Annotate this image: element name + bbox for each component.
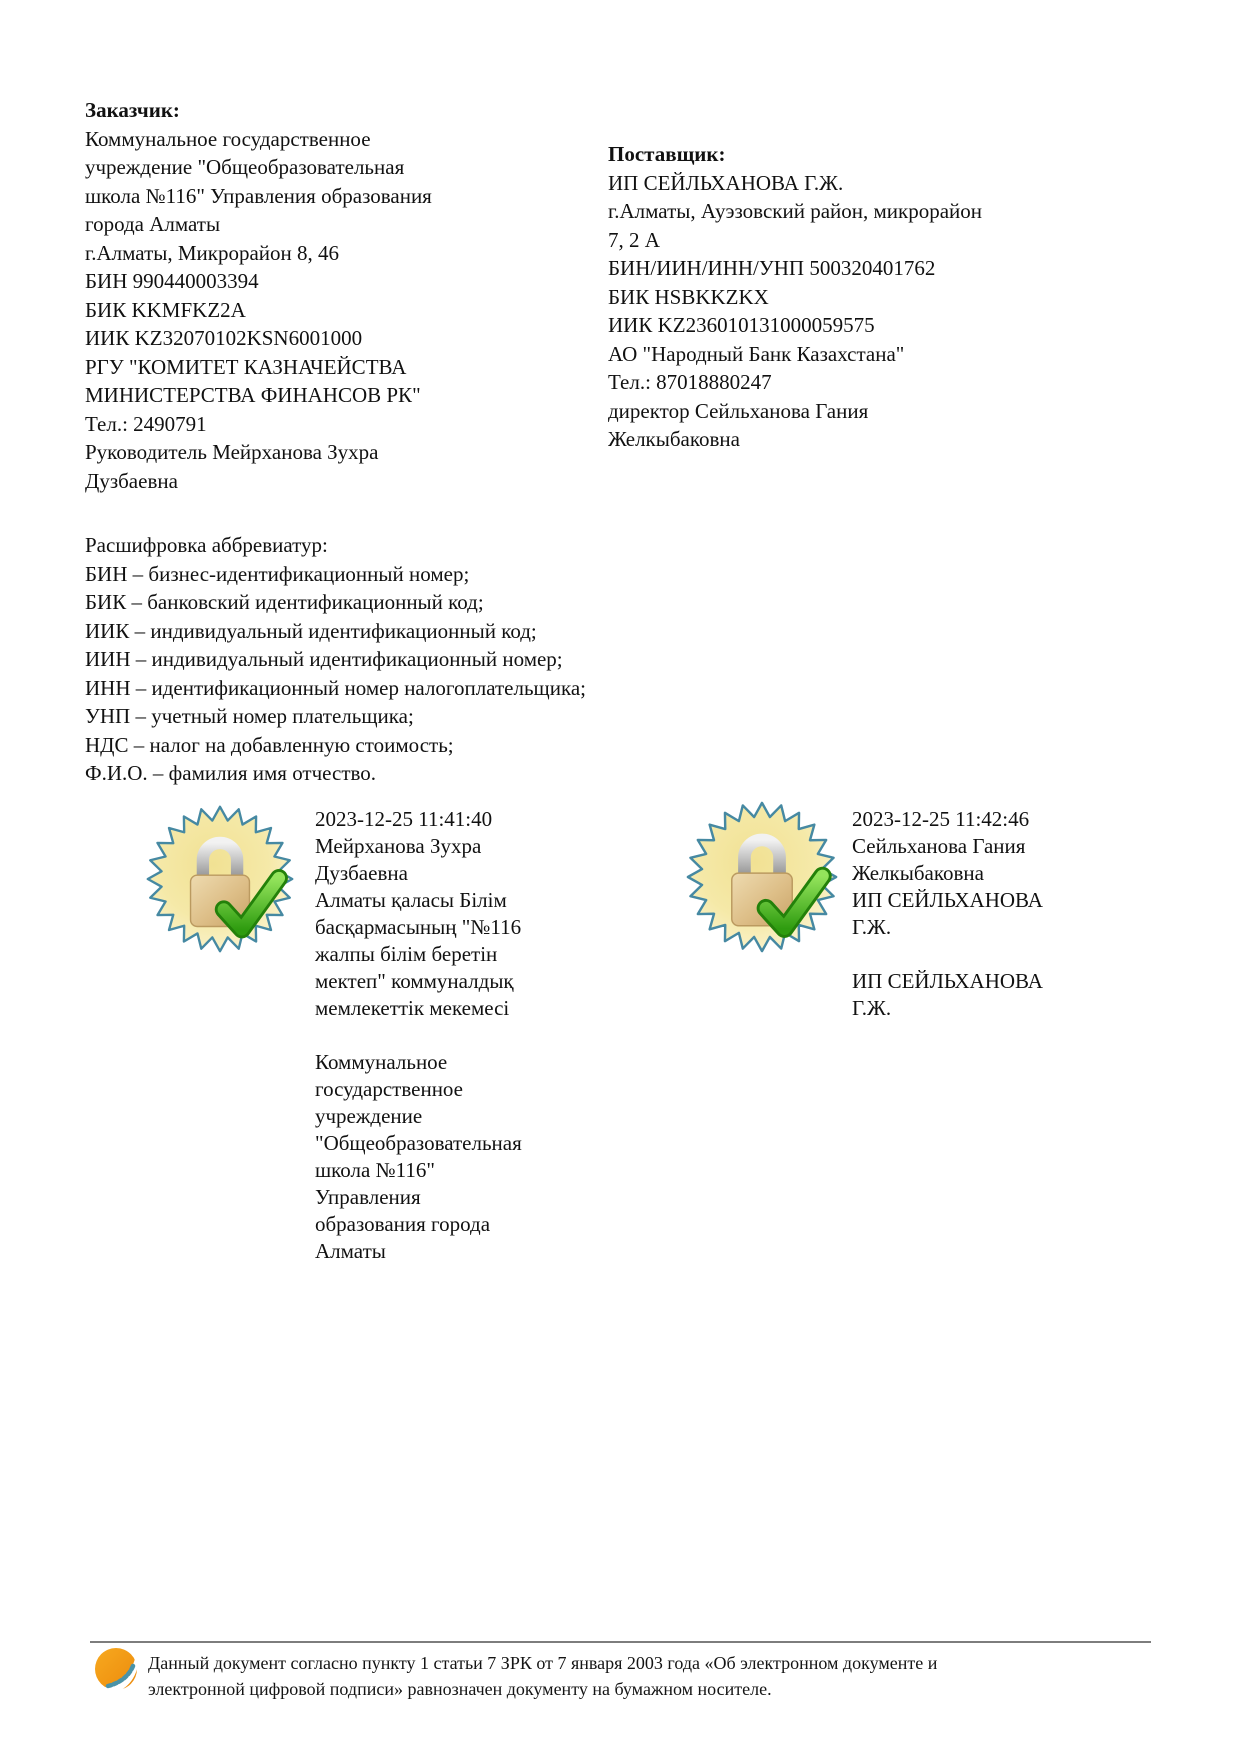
footer-legal-text: Данный документ согласно пункту 1 статьи 7 ЗРК от 7 января 2003 года «Об электронном документе и электронной цифровой подписи» равнозначен документу на бумажном носителе. xyxy=(148,1653,938,1699)
customer-details: Коммунальное государственное учреждение "Общеобразовательная школа №116" Управления образования города Алматы г.Алматы, Микрорайон 8, 46 БИН 990440003394 БИК KKMFKZ2A ИИК KZ32070102KSN6001000 РГУ "КОМИТЕТ КАЗНАЧЕЙСТВА МИНИСТЕРСТВА ФИНАНСОВ РК" Тел.: 2490791 Руководитель Мейрханова Зухра Дузбаевна xyxy=(85,126,432,493)
abbreviations-block xyxy=(85,531,785,788)
abbreviations-title: Расшифровка аббревиатур: xyxy=(85,533,328,557)
customer-heading: Заказчик: xyxy=(85,98,180,122)
footer-divider xyxy=(90,1641,1151,1643)
esf-portal-logo-icon xyxy=(91,1646,143,1698)
customer-block xyxy=(85,96,575,495)
supplier-block xyxy=(608,140,1118,454)
supplier-heading: Поставщик: xyxy=(608,142,726,166)
signature-right-text: 2023-12-25 11:42:46 Сейльханова Гания Желкыбаковна ИП СЕЙЛЬХАНОВА Г.Ж. ИП СЕЙЛЬХАНОВА Г.Ж. xyxy=(852,807,1043,1020)
lock-check-seal-icon xyxy=(144,800,296,958)
supplier-details: ИП СЕЙЛЬХАНОВА Г.Ж. г.Алматы, Ауэзовский район, микрорайон 7, 2 А БИН/ИИН/ИНН/УНП 500320401762 БИК HSBKKZKX ИИК KZ236010131000059575 АО "Народный Банк Казахстана" Тел.: 87018880247 директор Сейльханова Гания Желкыбаковна xyxy=(608,170,983,451)
lock-check-seal-icon xyxy=(684,798,840,956)
signature-left-text: 2023-12-25 11:41:40 Мейрханова Зухра Дузбаевна Алматы қаласы Білім басқармасының "№116 жалпы білім беретін мектеп" коммуналдық мемлекеттік мекемесі Коммунальное государственное учреждение "Общеобразовательная школа №116" Управления образования города Алматы xyxy=(315,807,522,1263)
abbreviations-list: БИН – бизнес-идентификационный номер; БИК – банковский идентификационный код; ИИК – индивидуальный идентификационный код; ИИН – индивидуальный идентификационный номер; ИНН – идентификационный номер налогоплательщика; УНП – учетный номер плательщика; НДС – налог на добавленную стоимость; Ф.И.О. – фамилия имя отчество. xyxy=(85,561,587,785)
